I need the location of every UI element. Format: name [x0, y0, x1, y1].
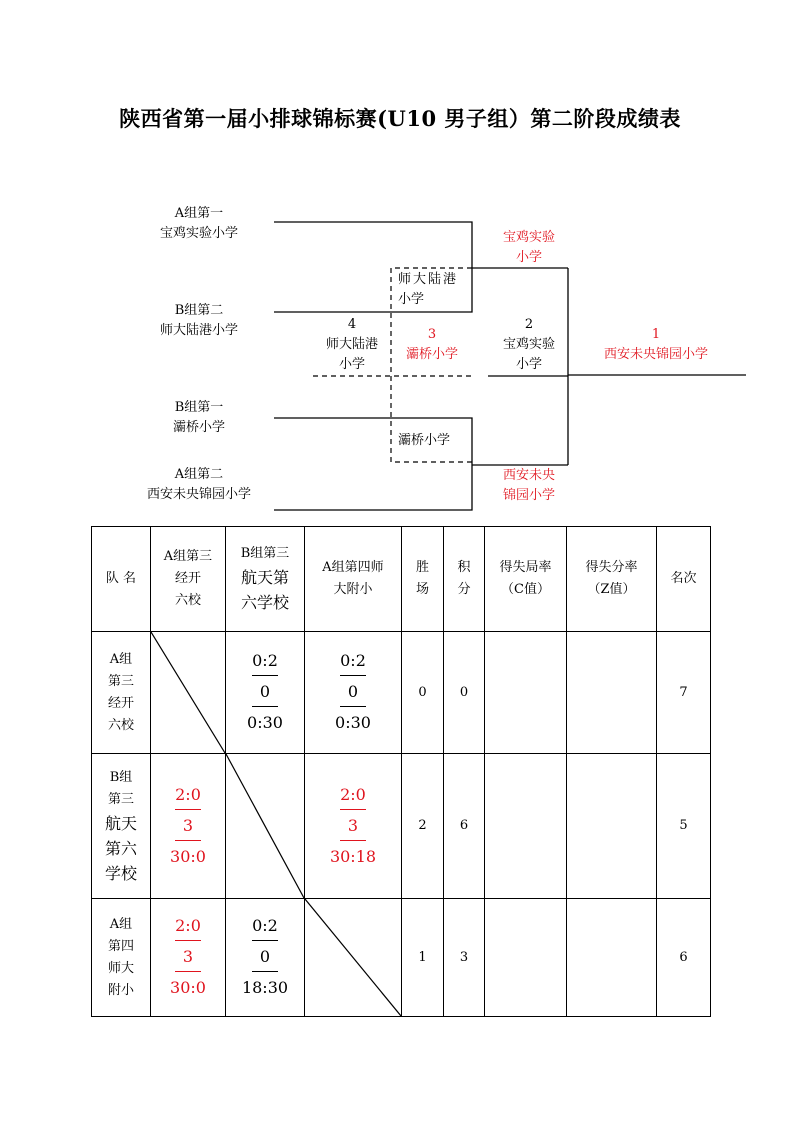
table-row — [92, 632, 711, 754]
header-z-value: 得失分率 （Z值） — [567, 527, 657, 632]
seed-3-label: B组第一 灞桥小学 — [172, 400, 225, 435]
row-1-vs-2: 0:2 0 0:30 — [226, 632, 305, 754]
header-col-1: A组第三 经开 六校 — [151, 527, 226, 632]
row-3-vs-1: 2:0 3 30:0 — [151, 899, 226, 1017]
header-rank: 名次 — [657, 527, 711, 632]
row-3-wins: 1 — [402, 899, 444, 1017]
seed-2-label: B组第二 师大陆港小学 — [159, 303, 238, 338]
row-2-c-value — [485, 754, 567, 899]
semi-loser-top: 师大陆港 小学 — [398, 272, 459, 307]
row-3-rank: 6 — [657, 899, 711, 1017]
placing-first: 1 西安未央锦园小学 — [603, 327, 708, 362]
row-1-rank: 7 — [657, 632, 711, 754]
header-team: 队 名 — [92, 527, 151, 632]
row-1-vs-3: 0:2 0 0:30 — [305, 632, 402, 754]
row-3-self-cell — [305, 899, 402, 1017]
placing-third: 3 灞桥小学 — [405, 327, 458, 362]
semi-winner-top: 宝鸡实验 小学 — [502, 230, 555, 265]
row-1-points: 0 — [444, 632, 485, 754]
placing-second: 2 宝鸡实验 小学 — [502, 317, 555, 372]
header-wins: 胜 场 — [402, 527, 444, 632]
row-3-name: A组 第四 师大 附小 — [92, 899, 151, 1017]
seed-1-label: A组第一 宝鸡实验小学 — [159, 206, 238, 241]
row-2-name: B组 第三 航天 第六 学校 — [92, 754, 151, 899]
row-2-z-value — [567, 754, 657, 899]
header-c-value: 得失局率 （C值） — [485, 527, 567, 632]
results-table — [91, 526, 711, 1017]
row-2-vs-3: 2:0 3 30:18 — [305, 754, 402, 899]
header-points: 积 分 — [444, 527, 485, 632]
row-3-z-value — [567, 899, 657, 1017]
row-1-wins: 0 — [402, 632, 444, 754]
row-1-self-cell — [151, 632, 226, 754]
semi-loser-bottom: 灞桥小学 — [398, 433, 451, 448]
row-3-c-value — [485, 899, 567, 1017]
row-1-z-value — [567, 632, 657, 754]
table-row — [92, 899, 711, 1017]
row-2-wins: 2 — [402, 754, 444, 899]
row-2-rank: 5 — [657, 754, 711, 899]
row-3-vs-2: 0:2 0 18:30 — [226, 899, 305, 1017]
row-2-self-cell — [226, 754, 305, 899]
row-3-points: 3 — [444, 899, 485, 1017]
header-row — [92, 527, 711, 632]
page-title: 陕西省第一届小排球锦标赛(U10 男子组）第二阶段成绩表 — [119, 106, 681, 131]
row-1-name: A组 第三 经开 六校 — [92, 632, 151, 754]
row-2-vs-1: 2:0 3 30:0 — [151, 754, 226, 899]
row-1-c-value — [485, 632, 567, 754]
header-col-2: B组第三 航天第 六学校 — [226, 527, 305, 632]
semi-winner-bottom: 西安未央 锦园小学 — [502, 468, 555, 503]
table-row — [92, 754, 711, 899]
row-2-points: 6 — [444, 754, 485, 899]
seed-4-label: A组第二 西安未央锦园小学 — [146, 467, 251, 502]
placing-fourth: 4 师大陆港 小学 — [325, 317, 378, 372]
header-col-3: A组第四师 大附小 — [305, 527, 402, 632]
